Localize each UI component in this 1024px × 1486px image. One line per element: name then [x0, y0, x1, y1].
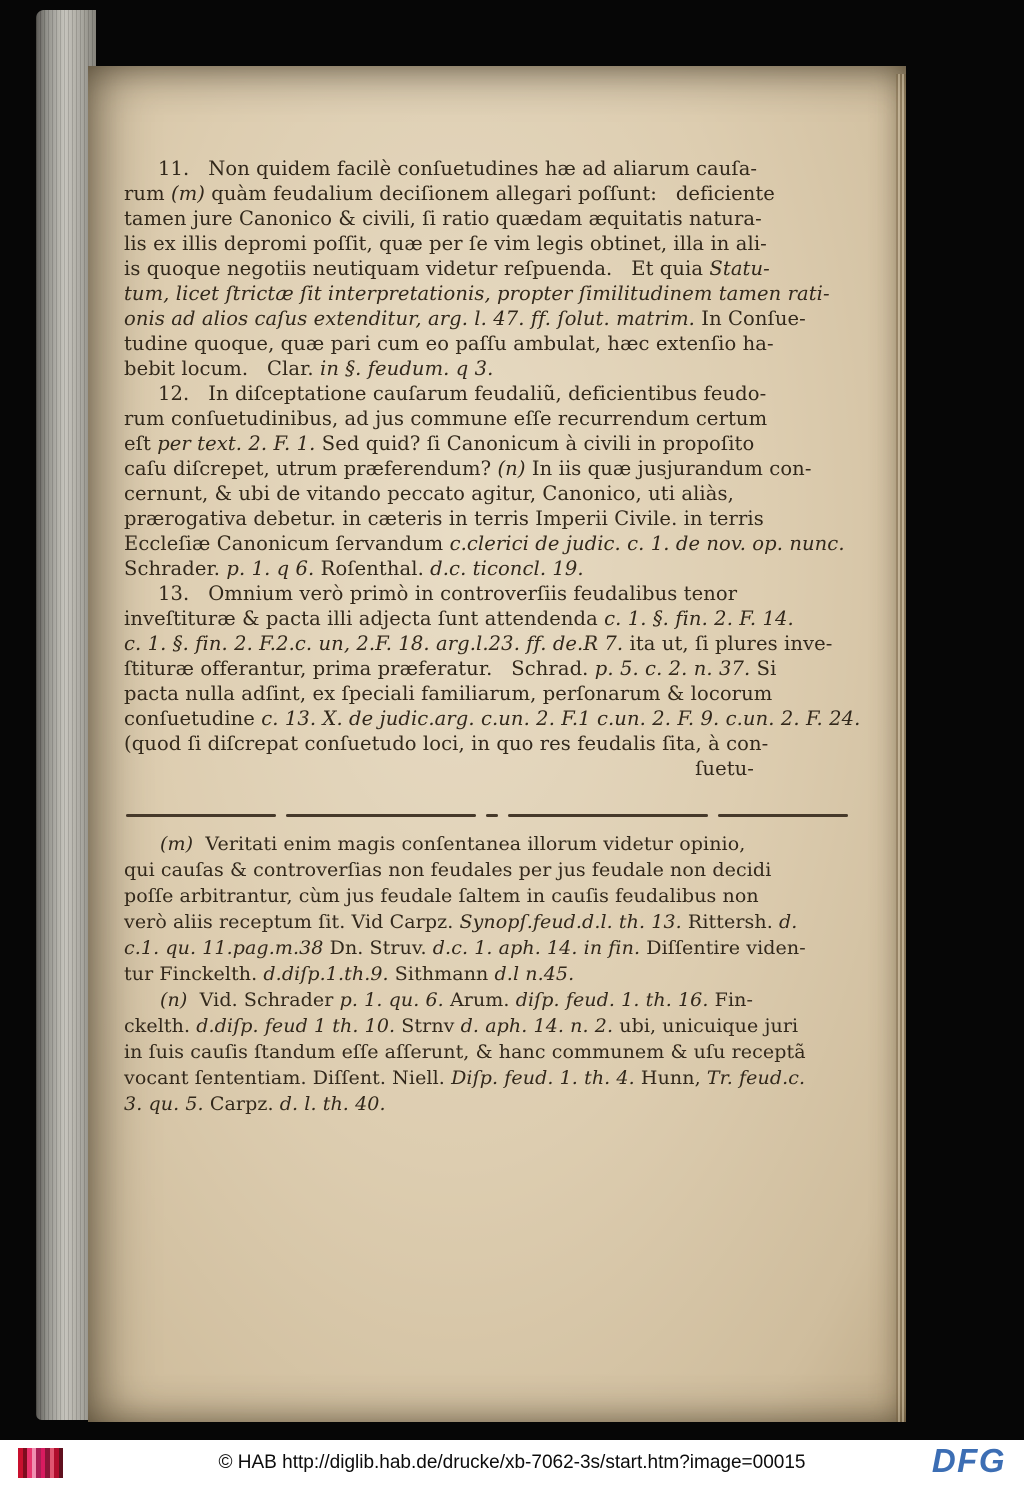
text-line: 3. qu. 5. Carpz. d. l. th. 40.: [124, 1093, 386, 1115]
text-line: bebit locum. Clar. in §. feudum. q 3.: [124, 357, 494, 380]
text-line: (quod ſi diſcrepat conſuetudo loci, in quo res feudalis ſita, à con-: [124, 732, 769, 755]
text-line: ſtituræ offerantur, prima præferatur. Schrad. p. 5. c. 2. n. 37. Si: [124, 657, 777, 680]
text-line: qui cauſas & controverſias non feudales per jus feudale non decidi: [124, 859, 772, 881]
text-line: 12. In diſceptatione cauſarum feudaliũ, deficientibus feudo-: [158, 382, 767, 405]
main-text: [124, 156, 861, 781]
text-line: 11. Non quidem facilè conſuetudines hæ ad aliarum cauſa-: [158, 157, 758, 180]
text-line: cernunt, & ubi de vitando peccato agitur, Canonico, uti aliàs,: [124, 482, 734, 505]
copyright-link[interactable]: © HAB http://diglib.hab.de/drucke/xb-7062-3s/start.htm?image=00015: [218, 1452, 806, 1473]
text-line: rum conſuetudinibus, ad jus commune eſſe recurrendum certum: [124, 407, 768, 430]
paragraph: [124, 381, 856, 581]
text-line: c. 1. §. fin. 2. F.2.c. un, 2.F. 18. arg.l.23. ff. de.R 7. ita ut, ſi plures inve-: [124, 632, 833, 655]
text-line: ckelth. d.diſp. feud 1 th. 10. Strnv d. aph. 14. n. 2. ubi, unicuique juri: [124, 1015, 799, 1037]
text-line: c.1. qu. 11.pag.m.38 Dn. Struv. d.c. 1. aph. 14. in fin. Diſſentire viden-: [124, 937, 806, 959]
text-line: rum (m) quàm feudalium deciſionem allegari poſſunt: deficiente: [124, 182, 775, 205]
text-line: eſt per text. 2. F. 1. Sed quid? ſi Canonicum à civili in propoſito: [124, 432, 755, 455]
text-line: Schrader. p. 1. q 6. Roſenthal. d.c. ticoncl. 19.: [124, 557, 584, 580]
paragraph: [124, 987, 856, 1117]
text-line: (m) Veritati enim magis conſentanea illorum videtur opinio,: [160, 833, 746, 855]
text-line: tamen jure Canonico & civili, ſi ratio quædam æquitatis natura-: [124, 207, 762, 230]
text-line: vocant ſententiam. Diſſent. Niell. Diſp. feud. 1. th. 4. Hunn, Tr. feud.c.: [124, 1067, 806, 1089]
text-line: verò aliis receptum ſit. Vid Carpz. Synopſ.feud.d.l. th. 13. Rittersh. d.: [124, 911, 798, 933]
text-line: in ſuis cauſis ſtandum eſſe aſſerunt, & hanc communem & uſu receptã: [124, 1041, 806, 1063]
text-line: Eccleſiæ Canonicum ſervandum c.clerici de judic. c. 1. de nov. op. nunc.: [124, 532, 845, 555]
page-text-block: [124, 156, 861, 1117]
catchword: ſuetu-: [695, 757, 754, 780]
dfg-logo: DFG: [931, 1442, 1006, 1479]
text-line: caſu diſcrepet, utrum præferendum? (n) In iis quæ jusjurandum con-: [124, 457, 812, 480]
footnotes: [124, 831, 856, 1117]
text-line: conſuetudine c. 13. X. de judic.arg. c.un. 2. F.1 c.un. 2. F. 9. c.un. 2. F. 24.: [124, 707, 861, 730]
text-line: 13. Omnium verò primò in controverſiis feudalibus tenor: [158, 582, 738, 605]
text-line: (n) Vid. Schrader p. 1. qu. 6. Arum. diſp. feud. 1. th. 16. Fin-: [160, 989, 753, 1011]
scanned-page: [88, 66, 906, 1422]
viewer-footer: [0, 1440, 1024, 1486]
text-line: lis ex illis depromi poſſit, quæ per ſe vim legis obtinet, illa in ali-: [124, 232, 767, 255]
text-line: poſſe arbitrantur, cùm jus feudale ſaltem in cauſis feudalibus non: [124, 885, 759, 907]
text-line: pacta nulla adſint, ex ſpeciali familiarum, perſonarum & locorum: [124, 682, 773, 705]
text-line: onis ad alios caſus extenditur, arg. l. 47. ff. ſolut. matrim. In Conſue-: [124, 307, 806, 330]
text-line: prærogativa debetur. in cæteris in terris Imperii Civile. in terris: [124, 507, 764, 530]
text-line: is quoque negotiis neutiquam videtur reſpuenda. Et quia Statu-: [124, 257, 770, 280]
footnote-rule: [126, 813, 856, 817]
text-line: inveſtituræ & pacta illi adjecta ſunt attendenda c. 1. §. fin. 2. F. 14.: [124, 607, 794, 630]
paragraph: [124, 831, 856, 987]
paragraph: [124, 581, 861, 781]
book-page-edges: [36, 10, 96, 1420]
text-line: tum, licet ſtrictæ ſit interpretationis, propter ſimilitudinem tamen rati-: [124, 282, 830, 305]
text-line: tur Finckelth. d.diſp.1.th.9. Sithmann d.l n.45.: [124, 963, 575, 985]
text-line: tudine quoque, quæ pari cum eo paſſu ambulat, hæc extenſio ha-: [124, 332, 774, 355]
paragraph: [124, 156, 856, 381]
